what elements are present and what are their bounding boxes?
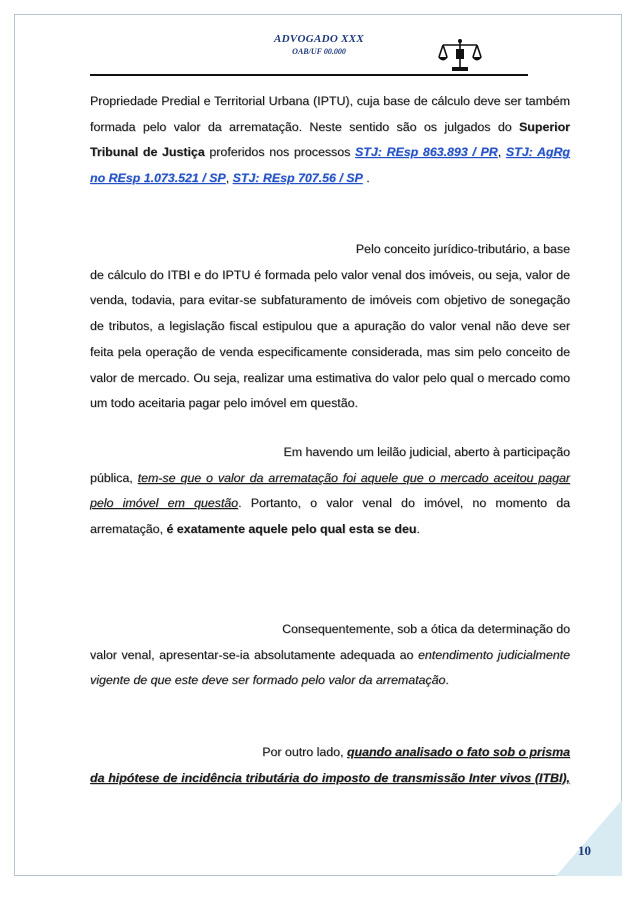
p4-line-1: Consequentemente, sob a ótica da determinação do (282, 622, 570, 636)
p5-line-2: da hipótese de incidência tributária do imposto de transmissão Inter vivos (ITBI), (90, 770, 570, 785)
case-link-3[interactable]: STJ: REsp 707.56 / SP (232, 171, 363, 186)
p1-line-1: Propriedade Predial e Territorial Urbana (IPTU), cuja base de cálculo deve ser também (90, 94, 570, 108)
paragraph-2 (90, 237, 570, 417)
p3-bold-statement: é exatamente aquele pelo qual esta se deu (166, 522, 417, 537)
p4-end: . (445, 673, 449, 688)
paragraph-4 (90, 617, 570, 694)
p3-text: arrematação, (90, 522, 167, 537)
p1-court-name-cont: Tribunal de Justiça (90, 145, 205, 160)
p3-emphasis-cont: pelo imóvel em questão (90, 496, 239, 511)
paragraph-1 (90, 89, 570, 192)
p5-line-1 (90, 740, 570, 766)
p2-line-7: um todo aceitaria pagar pelo imóvel em questão. (90, 396, 358, 411)
p1-end: . (362, 171, 370, 186)
header-rule (90, 74, 528, 76)
paragraph-5 (90, 740, 570, 791)
p3-line-4 (90, 517, 570, 543)
p1-line-4 (90, 166, 570, 192)
p5-emphasis: quando analisado o fato sob o prisma (346, 745, 570, 759)
paragraph-3 (90, 440, 570, 543)
case-link-2[interactable]: STJ: AgRg (505, 145, 570, 160)
p1-text: proferidos nos processos (204, 145, 356, 160)
case-link-2-cont[interactable]: no REsp 1.073.521 / SP (90, 171, 226, 186)
p4-line-2 (90, 643, 570, 669)
p2-line-6: valor de mercado. Ou seja, realizar uma estimativa do valor pelo qual o mercado como (90, 370, 570, 385)
p1-line-3 (90, 140, 570, 166)
p2-line-1: Pelo conceito jurídico-tributário, a base (355, 242, 570, 256)
p4-emphasis: entendimento judicialmente (417, 647, 570, 662)
p1-separator: , (497, 145, 506, 160)
p1-text: formada pelo valor da arrematação. Neste sentido são os julgados do (90, 119, 520, 134)
header-subtitle: OAB/UF 00.000 (292, 47, 346, 56)
p4-text: valor venal, apresentar-se-ia absolutamente adequada ao (90, 647, 418, 662)
p3-line-1: Em havendo um leilão judicial, aberto à participação (283, 445, 570, 459)
p2-line-2: de cálculo do ITBI e do IPTU é formada pelo valor venal dos imóveis, ou seja, valor de (90, 267, 570, 282)
p2-line-5: feita pela operação de venda especificamente considerada, mas sim pelo conceito de (90, 344, 570, 359)
p5-text: Por outro lado, (262, 745, 347, 759)
p1-separator: , (225, 171, 233, 186)
header-title: ADVOGADO XXX (273, 33, 365, 45)
p4-emphasis-cont: vigente de que este deve ser formado pelo valor da arrematação (90, 673, 446, 688)
p3-text: pública, (90, 470, 138, 485)
page-number: 10 (578, 843, 591, 858)
p3-end: . (416, 522, 420, 537)
p3-line-3 (90, 491, 570, 517)
p3-line-2 (90, 466, 570, 492)
p3-emphasis: tem-se que o valor da arrematação foi aquele que o mercado aceitou pagar (137, 470, 571, 485)
scales-of-justice-icon (437, 37, 483, 73)
p2-line-3: venda, todavia, para evitar-se subfaturamento de imóveis com objetivo de sonegação (90, 293, 570, 308)
page-corner-decoration (556, 800, 622, 876)
p3-text: . Portanto, o valor venal do imóvel, no momento da (238, 496, 570, 511)
p4-line-3 (90, 668, 570, 694)
p1-line-2 (90, 115, 570, 141)
p2-line-4: de tributos, a legislação fiscal estipulou que a apuração do valor venal não deve ser (90, 319, 570, 334)
case-link-1[interactable]: STJ: REsp 863.893 / PR (355, 145, 498, 160)
p1-court-name: Superior (519, 119, 570, 134)
